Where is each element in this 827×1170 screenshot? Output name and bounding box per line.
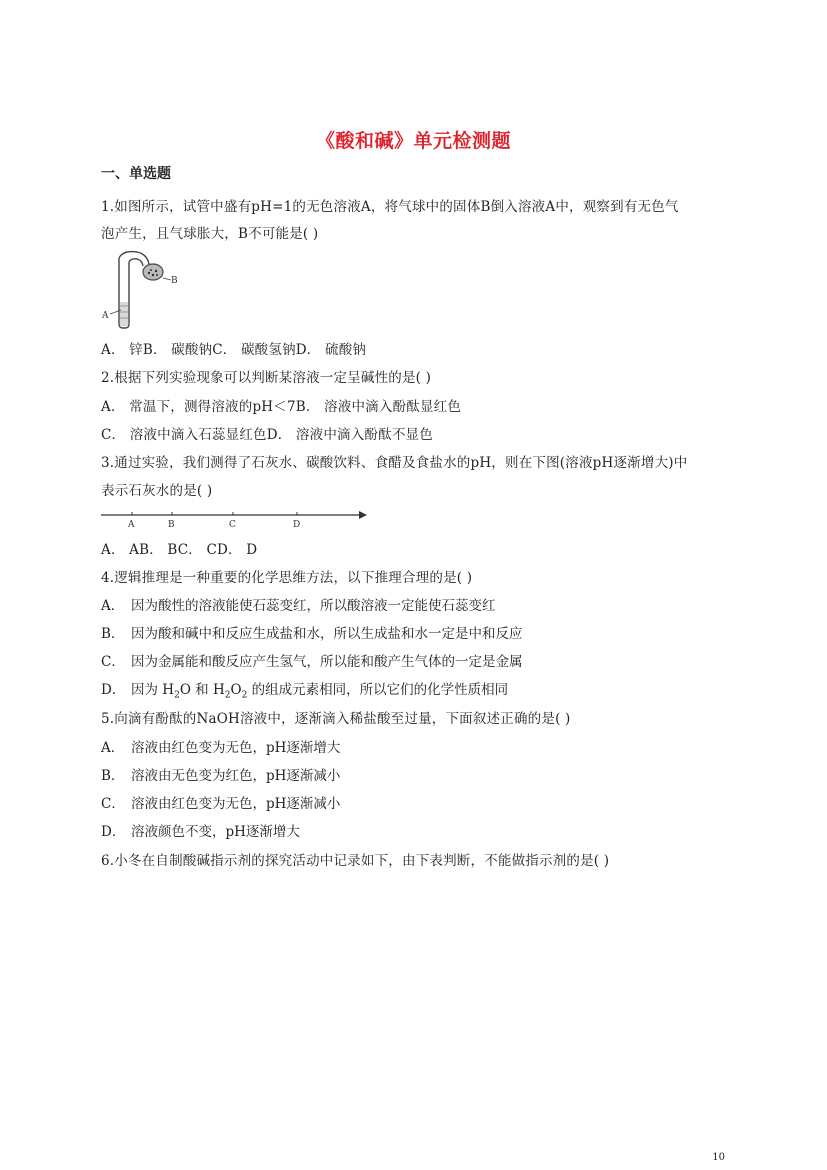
section-heading: 一、单选题 [101,166,171,182]
figure-label-a: A [102,311,109,321]
option-text-mid2: O [230,682,242,698]
option-text: 溶液由红色变为无色，pH逐渐增大 [131,740,341,756]
page-title: 《酸和碱》单元检测题 [315,130,511,152]
question-5-option-b [101,764,340,784]
question-2-options-row-2: C． 溶液中滴入石蕊显红色D． 溶液中滴入酚酞不显色 [101,427,433,443]
test-tube-balloon-figure [101,250,181,330]
option-text: 溶液颜色不变，pH逐渐增大 [131,824,300,840]
option-text-post: 的组成元素相同，所以它们的化学性质相同 [247,682,509,698]
figure-label-b: B [171,276,178,286]
ph-number-line [101,508,371,530]
option-text-pre: 因为 H [131,682,175,698]
option-text: 因为酸和碱中和反应生成盐和水，所以生成盐和水一定是中和反应 [131,626,523,642]
option-label: A． [101,598,125,614]
question-1-options: A． 锌B． 碳酸钠C． 碳酸氢钠D． 硫酸钠 [101,342,367,358]
question-3-line-2: 表示石灰水的是( ) [101,483,213,499]
option-text: 溶液由红色变为无色，pH逐渐减小 [131,796,341,812]
option-label: D． [101,824,126,840]
axis-label-d: D [293,520,301,530]
question-4-line-1: 4.逻辑推理是一种重要的化学思维方法，以下推理合理的是( ) [101,570,473,586]
option-text: 因为金属能和酸反应产生氢气，所以能和酸产生气体的一定是金属 [131,654,523,670]
option-text: 溶液由无色变为红色，pH逐渐减小 [131,768,341,784]
page-number: 10 [712,1152,725,1163]
question-3-options: A． AB． BC． CD． D [101,542,258,558]
question-4-option-c [101,650,523,670]
option-label: C． [101,654,125,670]
question-5-option-d [101,820,300,840]
option-label: C． [101,796,125,812]
axis-label-c: C [229,520,236,530]
subscript: 2 [241,690,248,701]
question-1-line-2: 泡产生，且气球胀大，B不可能是( ) [101,226,319,242]
question-2-line-1: 2.根据下列实验现象可以判断某溶液一定呈碱性的是( ) [101,370,432,386]
question-4-option-d [101,678,508,701]
question-2-options-row-1: A． 常温下，测得溶液的pH＜7B． 溶液中滴入酚酞显红色 [101,399,462,415]
subscript: 2 [224,690,231,701]
question-6-line-1: 6.小冬在自制酸碱指示剂的探究活动中记录如下，由下表判断，不能做指示剂的是( ) [101,853,610,869]
axis-label-b: B [168,520,175,530]
question-4-option-b [101,622,523,642]
option-label: B． [101,768,125,784]
option-label: A． [101,740,125,756]
question-5-line-1: 5.向滴有酚酞的NaOH溶液中，逐渐滴入稀盐酸至过量，下面叙述正确的是( ) [101,711,571,727]
option-label: D． [101,682,126,698]
axis-label-a: A [128,520,135,530]
question-1-line-1: 1.如图所示，试管中盛有pH=1的无色溶液A，将气球中的固体B倒入溶液A中，观察到有无色气 [101,199,679,215]
question-3-line-1: 3.通过实验，我们测得了石灰水、碳酸饮料、食醋及食盐水的pH，则在下图(溶液pH逐渐增大)中 [101,455,688,471]
question-4-option-a [101,594,496,614]
option-label: B． [101,626,125,642]
option-text: 因为酸性的溶液能使石蕊变红，所以酸溶液一定能使石蕊变红 [131,598,496,614]
option-text-mid: O 和 H [179,682,225,698]
subscript: 2 [174,690,180,701]
question-5-option-c [101,792,340,812]
question-5-option-a [101,736,340,756]
